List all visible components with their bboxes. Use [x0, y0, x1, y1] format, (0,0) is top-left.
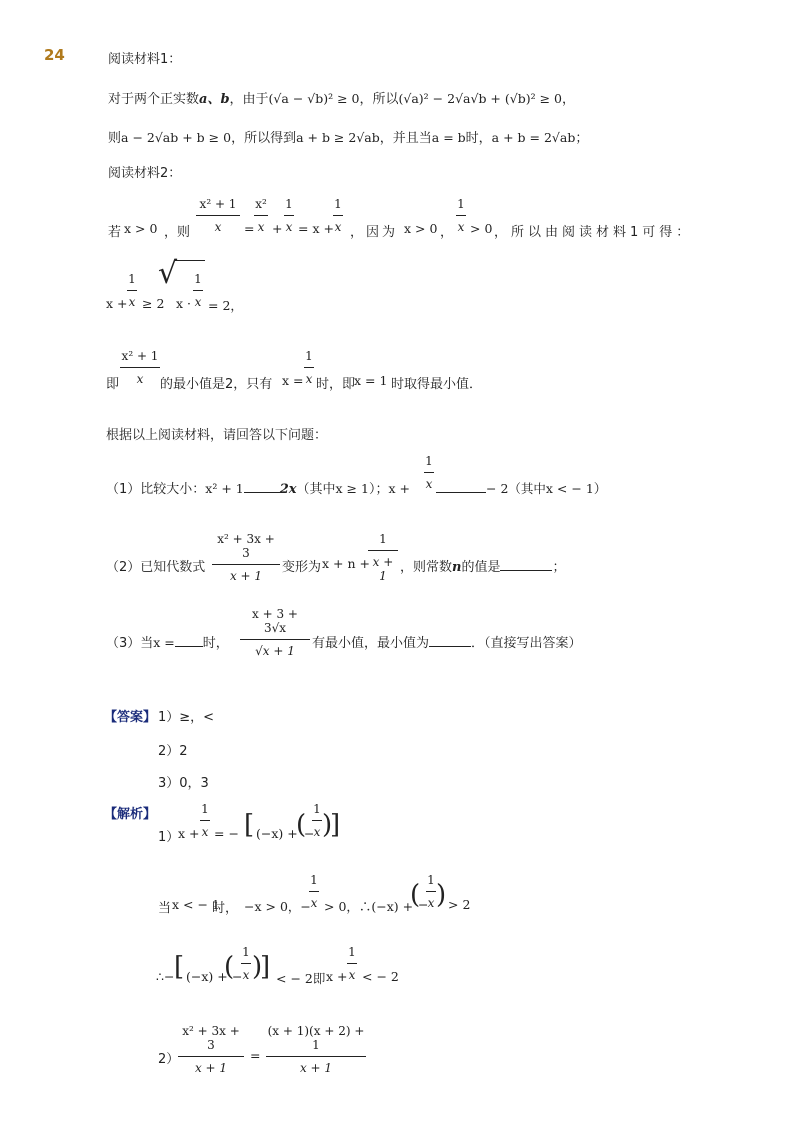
fraction-bar	[254, 215, 268, 216]
fraction	[127, 272, 137, 309]
expr: a = b	[431, 130, 466, 145]
fraction	[193, 272, 203, 309]
sqrt-bar	[175, 260, 205, 261]
expr: x = 1	[354, 373, 388, 388]
fraction-part: 1	[128, 272, 136, 286]
fraction	[309, 873, 319, 910]
fraction-bar	[284, 215, 294, 216]
expr: −x > 0，−	[244, 899, 311, 914]
fraction-bar	[241, 963, 251, 964]
fraction-bar	[193, 290, 203, 291]
fraction-part: 1	[457, 197, 465, 211]
fraction-part: x + 1	[229, 569, 263, 583]
fraction-part: 1	[285, 197, 293, 211]
fraction-part: x	[257, 220, 265, 234]
paren-left-icon: (	[410, 880, 421, 910]
fraction	[196, 197, 240, 234]
expr: x > 0	[404, 221, 438, 236]
material2-ruo: 若	[108, 225, 122, 240]
fraction-part: x	[313, 825, 321, 839]
bracket-left-icon: [	[174, 952, 185, 982]
expr: x + n +	[322, 556, 370, 571]
answer-tag: 【答案】	[104, 710, 157, 725]
fraction-part: 1	[310, 873, 318, 887]
fraction-part: x	[310, 896, 318, 910]
q3-tail	[312, 632, 582, 651]
fraction-part: x² + 3x + 3	[217, 532, 275, 560]
fraction	[241, 945, 251, 982]
fraction-part: x	[305, 372, 313, 386]
fraction-bar	[240, 639, 310, 640]
answer-blank[interactable]	[429, 646, 471, 647]
material2-title: 阅读材料2：	[108, 166, 182, 181]
answer-blank[interactable]	[436, 492, 486, 493]
expr: x +	[178, 826, 200, 841]
paren-right-icon: )	[252, 952, 263, 982]
fraction	[254, 197, 268, 234]
q1-line	[106, 478, 410, 497]
text: ．（直接写出答案）	[471, 636, 582, 651]
expr: x ≥ 1	[335, 481, 369, 496]
expr: > 2	[448, 897, 471, 912]
fraction-part: 1	[313, 802, 321, 816]
sqrt-icon: √	[158, 256, 178, 291]
fraction	[200, 802, 210, 839]
text: 时，即	[316, 377, 356, 392]
fraction-part: x²	[255, 197, 267, 211]
expr: 2x	[279, 482, 297, 497]
q2-tail	[400, 556, 566, 575]
fraction-part: x	[348, 968, 356, 982]
fraction-part: 1	[348, 945, 356, 959]
fraction-bar	[266, 1056, 366, 1057]
material1-line1	[108, 88, 575, 107]
text: 2）	[158, 1052, 180, 1067]
expr: =	[250, 1048, 261, 1063]
expr: a − 2√ab + b ≥ 0	[121, 130, 232, 145]
answer-blank[interactable]	[175, 646, 203, 647]
fraction	[266, 1024, 366, 1075]
expr: x ·	[176, 296, 191, 311]
text: 对于两个正实数	[108, 92, 200, 107]
answer-2: 2）2	[158, 744, 188, 759]
text: 有最小值，最小值为	[312, 636, 430, 651]
fraction-part: x	[201, 825, 209, 839]
expr: −	[232, 969, 243, 984]
expr: x =	[282, 373, 304, 388]
text: ，所以得到	[231, 131, 297, 146]
text: 时，	[212, 901, 239, 916]
expr: > 0	[470, 221, 493, 236]
text: 当	[158, 901, 172, 916]
fraction	[304, 349, 314, 386]
expr: −	[304, 826, 315, 841]
fraction-bar	[178, 1056, 244, 1057]
fraction-bar	[212, 564, 280, 565]
fraction-bar	[200, 820, 210, 821]
text: 则	[108, 131, 122, 146]
fraction-part: x	[457, 220, 465, 234]
q2-label: （2）已知代数式	[106, 560, 206, 575]
fraction-part: 1	[242, 945, 250, 959]
material1-title: 阅读材料1：	[108, 52, 182, 67]
text: 即	[106, 377, 120, 392]
expr: = x +	[298, 221, 334, 236]
text: 时，	[202, 636, 229, 651]
fraction-part: x	[242, 968, 250, 982]
fraction-part: x	[334, 220, 342, 234]
fraction-part: x	[427, 896, 435, 910]
fraction-part: (x + 1)(x + 2) + 1	[267, 1024, 365, 1052]
fraction	[120, 349, 160, 386]
fraction-part: 1	[427, 873, 435, 887]
analysis-tag: 【解析】	[104, 807, 157, 822]
expr: < − 2	[362, 969, 399, 984]
text: ，所以	[359, 92, 399, 107]
fraction-bar	[333, 215, 343, 216]
fraction-part: 1	[334, 197, 342, 211]
var: n	[452, 560, 462, 575]
fraction-part: x + 3 + 3√x	[252, 607, 298, 635]
paren-right-icon: )	[436, 880, 447, 910]
fraction	[212, 532, 280, 583]
fraction	[240, 607, 310, 658]
fraction-part: x	[136, 372, 144, 386]
text: 时取得最小值．	[391, 377, 483, 392]
q1-label: （1）比较大小：	[106, 482, 206, 497]
expr: = 2，	[208, 298, 243, 313]
fraction-bar	[347, 963, 357, 964]
text: ，所以由阅读材料1可得：	[494, 225, 694, 240]
text: ，由于	[229, 92, 269, 107]
fraction	[312, 802, 322, 839]
expr: x < − 1	[545, 481, 594, 496]
expr: a + b ≥ 2√ab	[296, 130, 380, 145]
expr: < − 2即	[276, 971, 326, 986]
fraction	[333, 197, 343, 234]
paren-left-icon: (	[224, 952, 235, 982]
expr: x +	[106, 296, 128, 311]
q3-line	[106, 632, 229, 651]
fraction-part: x² + 3x + 3	[182, 1024, 240, 1052]
text: 1）	[158, 830, 180, 845]
fraction	[456, 197, 466, 234]
text: 的值是	[461, 560, 501, 575]
text: 的最小值是2，只有	[160, 377, 273, 392]
text: ，并且当	[379, 131, 432, 146]
paren-right-icon: )	[322, 810, 333, 840]
expr: x < − 1	[172, 897, 220, 912]
fraction	[284, 197, 294, 234]
text: ；	[575, 131, 589, 146]
fraction-bar	[304, 367, 314, 368]
fraction-bar	[426, 891, 436, 892]
fraction-part: 1	[194, 272, 202, 286]
fraction-part: x	[425, 477, 433, 491]
q3-label: （3）当	[106, 636, 154, 651]
expr: x =	[153, 635, 175, 650]
text: ）	[593, 482, 607, 497]
answer-3: 3）0，3	[158, 776, 209, 791]
text: 时，	[465, 131, 492, 146]
expr: ≥ 2	[142, 296, 165, 311]
page-number: 24	[44, 46, 65, 64]
fraction	[424, 454, 434, 491]
answer-blank[interactable]	[500, 570, 552, 571]
expr: −	[418, 897, 429, 912]
expr: ∴−	[156, 969, 175, 984]
expr: (−x) +	[256, 826, 298, 841]
text: （其中	[296, 482, 336, 497]
fraction-part: x + 1	[372, 555, 394, 583]
fraction	[178, 1024, 244, 1075]
text: ，	[440, 225, 454, 240]
plus: +	[272, 221, 283, 236]
fraction	[347, 945, 357, 982]
text: ）；	[368, 482, 389, 497]
vars: a、b	[199, 92, 230, 107]
fraction	[426, 873, 436, 910]
material2-ze: ，则	[164, 225, 191, 240]
fraction-part: x	[214, 220, 222, 234]
text: ，因为	[350, 225, 399, 240]
expr: x +	[388, 481, 410, 496]
fraction-bar	[127, 290, 137, 291]
expr: a + b = 2√ab	[491, 130, 576, 145]
expr: − 2（其中	[486, 481, 546, 496]
fraction-part: x	[128, 295, 136, 309]
fraction-part: x	[194, 295, 202, 309]
fraction-bar	[312, 820, 322, 821]
fraction-bar	[368, 550, 398, 551]
expr: = −	[214, 826, 239, 841]
expr: (−x) +	[186, 969, 228, 984]
expr: > 0，∴(−x) +	[324, 899, 414, 914]
fraction	[368, 532, 398, 583]
expr: (√a − √b)² ≥ 0	[268, 91, 360, 106]
paren-left-icon: (	[296, 810, 307, 840]
equals: =	[244, 221, 255, 236]
expr: x² + 1	[205, 481, 244, 496]
bracket-left-icon: [	[244, 810, 255, 840]
bracket-right-icon: ]	[330, 810, 341, 840]
fraction-bar	[196, 215, 240, 216]
fraction-part: x + 1	[299, 1061, 333, 1075]
fraction-part: √x + 1	[255, 644, 295, 658]
material2-cond: x > 0	[124, 221, 158, 236]
fraction-part: 1	[379, 532, 387, 546]
text: ；	[552, 560, 566, 575]
text: ，	[561, 92, 575, 107]
fraction-part: 1	[201, 802, 209, 816]
material1-line2	[108, 127, 588, 146]
text: 变形为	[282, 560, 322, 575]
question-intro: 根据以上阅读材料，请回答以下问题：	[106, 428, 328, 443]
answer-blank[interactable]	[244, 492, 280, 493]
fraction-part: x² + 1	[121, 349, 159, 363]
text: ，则常数	[400, 560, 453, 575]
fraction-bar	[424, 472, 434, 473]
fraction-part: 1	[305, 349, 313, 363]
fraction-part: 1	[425, 454, 433, 468]
expr: x +	[326, 969, 348, 984]
bracket-right-icon: ]	[260, 952, 271, 982]
fraction-bar	[456, 215, 466, 216]
q1-tail	[436, 478, 607, 497]
fraction-part: x² + 1	[199, 197, 237, 211]
fraction-bar	[309, 891, 319, 892]
fraction-part: x	[285, 220, 293, 234]
expr: (√a)² − 2√a√b + (√b)² ≥ 0	[398, 91, 562, 106]
fraction-part: x + 1	[194, 1061, 228, 1075]
fraction-bar	[120, 367, 160, 368]
answer-1: 1）≥，<	[158, 710, 215, 725]
